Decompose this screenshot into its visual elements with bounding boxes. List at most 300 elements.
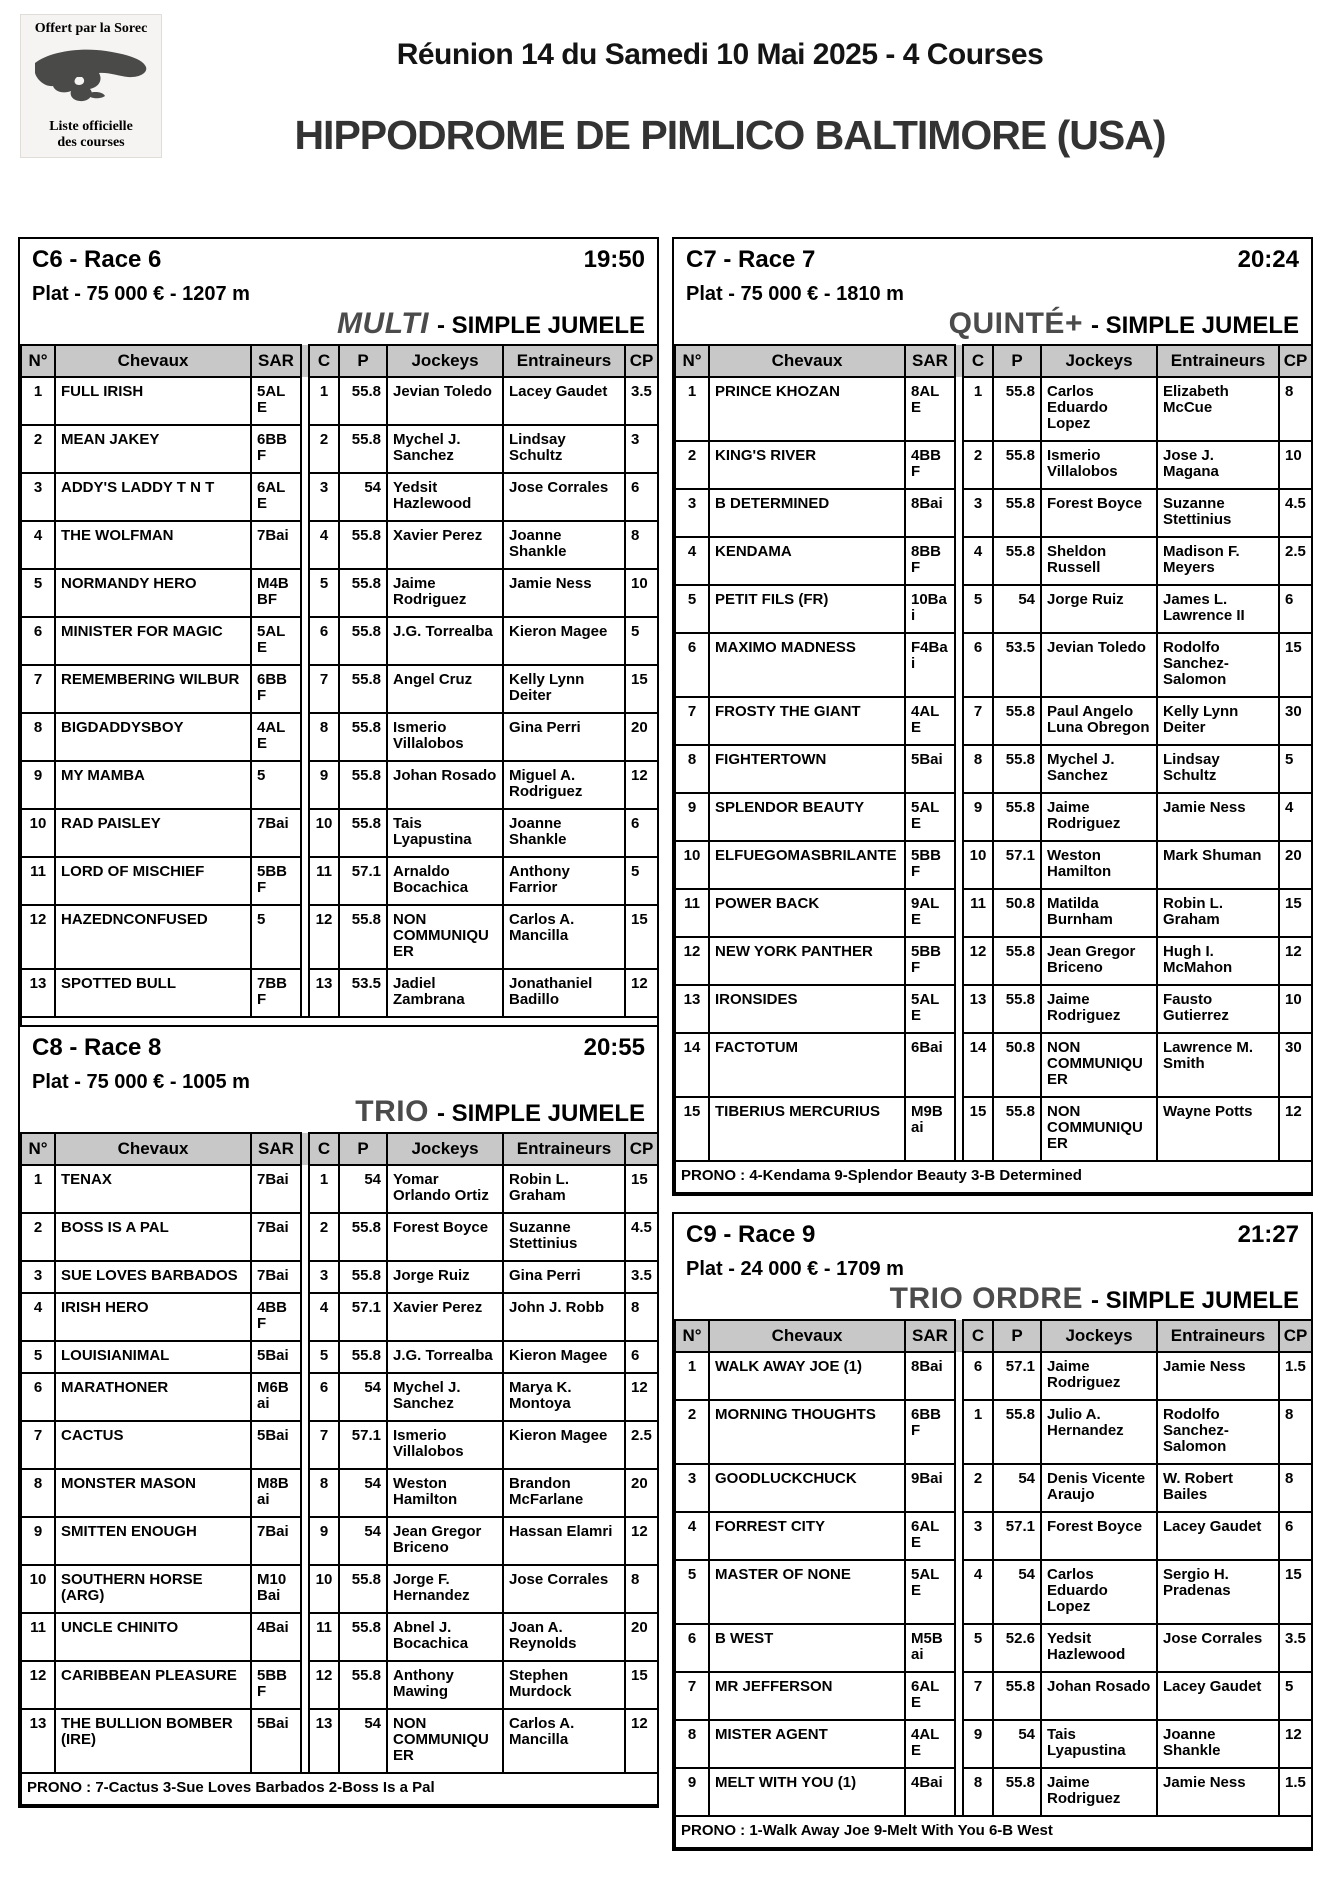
- runners-table: [20, 344, 659, 1050]
- column-header-c: C: [963, 345, 993, 377]
- horse-cell: SPLENDOR BEAUTY: [709, 793, 905, 841]
- trainer-cell: Lindsay Schultz: [503, 425, 625, 473]
- num-cell: 9: [675, 1768, 709, 1816]
- sar-cell: 4Bai: [251, 1613, 301, 1661]
- p-cell: 53.5: [993, 633, 1041, 697]
- table-gap: [301, 1565, 309, 1613]
- horse-cell: PETIT FILS (FR): [709, 585, 905, 633]
- horse-cell: FIGHTERTOWN: [709, 745, 905, 793]
- p-cell: 55.8: [993, 1768, 1041, 1816]
- sar-cell: 4ALE: [905, 1720, 955, 1768]
- horse-cell: SPOTTED BULL: [55, 969, 251, 1017]
- cp-cell: 4.5: [625, 1213, 658, 1261]
- table-gap: [955, 985, 963, 1033]
- cp-cell: 20: [625, 1613, 658, 1661]
- table-gap: [301, 1133, 309, 1165]
- sar-cell: 4ALE: [251, 713, 301, 761]
- race-header: [20, 1027, 657, 1132]
- num-cell: 6: [21, 617, 55, 665]
- jockey-cell: Jevian Toledo: [387, 377, 503, 425]
- trainer-cell: Wayne Potts: [1157, 1097, 1279, 1161]
- table-gap: [955, 1512, 963, 1560]
- c-cell: 6: [309, 1373, 339, 1421]
- num-cell: 10: [21, 1565, 55, 1613]
- column-header-jockey: Jockeys: [1041, 345, 1157, 377]
- runner-row: [675, 793, 1312, 841]
- runner-row: [21, 473, 658, 521]
- num-cell: 3: [21, 1261, 55, 1293]
- column-header-p: P: [339, 345, 387, 377]
- sar-cell: 8Bai: [905, 1352, 955, 1400]
- c-cell: 1: [963, 1400, 993, 1464]
- table-gap: [301, 1293, 309, 1341]
- column-header-jockey: Jockeys: [387, 1133, 503, 1165]
- runner-row: [21, 569, 658, 617]
- num-cell: 7: [21, 665, 55, 713]
- jockey-cell: Carlos Eduardo Lopez: [1041, 377, 1157, 441]
- p-cell: 54: [339, 1373, 387, 1421]
- meeting-title: Réunion 14 du Samedi 10 Mai 2025 - 4 Courses: [396, 38, 1044, 71]
- runner-row: [21, 1213, 658, 1261]
- trainer-cell: Carlos A. Mancilla: [503, 905, 625, 969]
- sar-cell: 5: [251, 761, 301, 809]
- num-cell: 5: [21, 1341, 55, 1373]
- column-header-cp: CP: [625, 345, 658, 377]
- table-gap: [955, 585, 963, 633]
- trainer-cell: Lacey Gaudet: [503, 377, 625, 425]
- p-cell: 57.1: [993, 1512, 1041, 1560]
- cp-cell: 8: [1279, 1400, 1312, 1464]
- jockey-cell: Jaime Rodriguez: [1041, 985, 1157, 1033]
- jockey-cell: Xavier Perez: [387, 1293, 503, 1341]
- num-cell: 6: [675, 633, 709, 697]
- c-cell: 2: [309, 1213, 339, 1261]
- table-gap: [301, 1165, 309, 1213]
- horse-cell: BIGDADDYSBOY: [55, 713, 251, 761]
- jockey-cell: Tais Lyapustina: [387, 809, 503, 857]
- num-cell: 13: [21, 1709, 55, 1773]
- horse-cell: WALK AWAY JOE (1): [709, 1352, 905, 1400]
- horse-cell: MORNING THOUGHTS: [709, 1400, 905, 1464]
- p-cell: 55.8: [339, 1341, 387, 1373]
- race-time: 20:24: [1237, 246, 1299, 273]
- num-cell: 13: [675, 985, 709, 1033]
- jockey-cell: Jorge Ruiz: [1041, 585, 1157, 633]
- jockey-cell: Jevian Toledo: [1041, 633, 1157, 697]
- sar-cell: 5Bai: [251, 1341, 301, 1373]
- num-cell: 4: [675, 1512, 709, 1560]
- num-cell: 1: [21, 1165, 55, 1213]
- c-cell: 2: [309, 425, 339, 473]
- trainer-cell: Gina Perri: [503, 1261, 625, 1293]
- c-cell: 4: [309, 1293, 339, 1341]
- column-header-trainer: Entraineurs: [1157, 345, 1279, 377]
- sar-cell: 5ALE: [905, 985, 955, 1033]
- sar-cell: M5Bai: [905, 1624, 955, 1672]
- jockey-cell: Jaime Rodriguez: [387, 569, 503, 617]
- p-cell: 54: [993, 585, 1041, 633]
- c-cell: 2: [963, 441, 993, 489]
- column-header-horse: Chevaux: [709, 345, 905, 377]
- table-gap: [301, 473, 309, 521]
- c-cell: 5: [309, 1341, 339, 1373]
- runner-row: [21, 969, 658, 1017]
- trainer-cell: Jonathaniel Badillo: [503, 969, 625, 1017]
- runner-row: [675, 537, 1312, 585]
- cp-cell: 12: [625, 1517, 658, 1565]
- cp-cell: 3: [625, 425, 658, 473]
- sar-cell: 4BBF: [251, 1293, 301, 1341]
- trainer-cell: Kelly Lynn Deiter: [1157, 697, 1279, 745]
- sar-cell: 7Bai: [251, 1517, 301, 1565]
- runner-row: [21, 617, 658, 665]
- trainer-cell: Suzanne Stettinius: [1157, 489, 1279, 537]
- p-cell: 52.6: [993, 1624, 1041, 1672]
- sar-cell: 5BBF: [251, 1661, 301, 1709]
- cp-cell: 15: [1279, 889, 1312, 937]
- runner-row: [675, 1672, 1312, 1720]
- cp-cell: 1.5: [1279, 1768, 1312, 1816]
- jockey-cell: J.G. Torrealba: [387, 1341, 503, 1373]
- runners-table: [20, 1132, 659, 1806]
- race-section-c6: [18, 237, 659, 1052]
- runner-row: [21, 1613, 658, 1661]
- column-header-trainer: Entraineurs: [1157, 1320, 1279, 1352]
- trainer-cell: Gina Perri: [503, 713, 625, 761]
- cp-cell: 12: [625, 969, 658, 1017]
- jockey-cell: Denis Vicente Araujo: [1041, 1464, 1157, 1512]
- num-cell: 11: [21, 857, 55, 905]
- trainer-cell: Joanne Shankle: [1157, 1720, 1279, 1768]
- runner-row: [21, 1341, 658, 1373]
- c-cell: 3: [963, 1512, 993, 1560]
- race-conditions: Plat - 24 000 € - 1709 m: [686, 1258, 904, 1280]
- p-cell: 55.8: [339, 761, 387, 809]
- num-cell: 2: [21, 425, 55, 473]
- trainer-cell: Kelly Lynn Deiter: [503, 665, 625, 713]
- race-header: [674, 1214, 1311, 1319]
- column-header-horse: Chevaux: [55, 345, 251, 377]
- column-header-trainer: Entraineurs: [503, 345, 625, 377]
- race-time: 21:27: [1237, 1221, 1299, 1248]
- p-cell: 55.8: [339, 713, 387, 761]
- runner-row: [675, 585, 1312, 633]
- bet-type-line: [32, 1095, 645, 1129]
- sar-cell: 7Bai: [251, 521, 301, 569]
- p-cell: 55.8: [993, 377, 1041, 441]
- c-cell: 5: [309, 569, 339, 617]
- horse-cell: THE WOLFMAN: [55, 521, 251, 569]
- p-cell: 54: [339, 1165, 387, 1213]
- num-cell: 3: [675, 1464, 709, 1512]
- runner-row: [21, 425, 658, 473]
- num-cell: 8: [675, 1720, 709, 1768]
- table-gap: [301, 617, 309, 665]
- cp-cell: 8: [625, 1293, 658, 1341]
- c-cell: 9: [309, 1517, 339, 1565]
- sar-cell: 9ALE: [905, 889, 955, 937]
- jockey-cell: Abnel J. Bocachica: [387, 1613, 503, 1661]
- horse-cell: B DETERMINED: [709, 489, 905, 537]
- jockey-cell: Anthony Mawing: [387, 1661, 503, 1709]
- cp-cell: 6: [625, 473, 658, 521]
- sar-cell: 4ALE: [905, 697, 955, 745]
- table-gap: [301, 665, 309, 713]
- bet-type-name: TRIO: [355, 1095, 429, 1128]
- sar-cell: M9Bai: [905, 1097, 955, 1161]
- num-cell: 6: [675, 1624, 709, 1672]
- table-gap: [955, 1720, 963, 1768]
- logo-bottom-line2: des courses: [57, 135, 125, 150]
- jockey-cell: Mychel J. Sanchez: [387, 1373, 503, 1421]
- bet-type-suffix: - SIMPLE JUMELE: [436, 1100, 645, 1127]
- race-conditions: Plat - 75 000 € - 1207 m: [32, 283, 250, 305]
- trainer-cell: Jose Corrales: [503, 473, 625, 521]
- bet-type-suffix: - SIMPLE JUMELE: [436, 312, 645, 339]
- cp-cell: 2.5: [625, 1421, 658, 1469]
- runner-row: [675, 1768, 1312, 1816]
- runner-row: [675, 1720, 1312, 1768]
- jockey-cell: Carlos Eduardo Lopez: [1041, 1560, 1157, 1624]
- num-cell: 9: [21, 1517, 55, 1565]
- jockey-cell: Weston Hamilton: [1041, 841, 1157, 889]
- trainer-cell: Elizabeth McCue: [1157, 377, 1279, 441]
- trainer-cell: Jose Corrales: [1157, 1624, 1279, 1672]
- horse-cell: CARIBBEAN PLEASURE: [55, 1661, 251, 1709]
- trainer-cell: Jose Corrales: [503, 1565, 625, 1613]
- num-cell: 8: [21, 1469, 55, 1517]
- table-gap: [955, 1464, 963, 1512]
- num-cell: 1: [675, 377, 709, 441]
- table-gap: [301, 809, 309, 857]
- sar-cell: 5ALE: [905, 793, 955, 841]
- trainer-cell: Robin L. Graham: [503, 1165, 625, 1213]
- column-header-p: P: [993, 345, 1041, 377]
- p-cell: 50.8: [993, 889, 1041, 937]
- cp-cell: 20: [625, 1469, 658, 1517]
- cp-cell: 3.5: [625, 377, 658, 425]
- cp-cell: 30: [1279, 1033, 1312, 1097]
- logo-bottom-text: [49, 119, 133, 151]
- bet-type-line: [32, 307, 645, 341]
- trainer-cell: James L. Lawrence II: [1157, 585, 1279, 633]
- sar-cell: 6BBF: [251, 665, 301, 713]
- trainer-cell: Madison F. Meyers: [1157, 537, 1279, 585]
- p-cell: 55.8: [993, 697, 1041, 745]
- p-cell: 55.8: [993, 1672, 1041, 1720]
- table-gap: [301, 969, 309, 1017]
- jockey-cell: Jaime Rodriguez: [1041, 1352, 1157, 1400]
- runner-row: [21, 713, 658, 761]
- cp-cell: 10: [1279, 985, 1312, 1033]
- c-cell: 12: [309, 905, 339, 969]
- bet-type-line: [686, 1282, 1299, 1316]
- bet-type-suffix: - SIMPLE JUMELE: [1090, 312, 1299, 339]
- horse-cell: BOSS IS A PAL: [55, 1213, 251, 1261]
- race-title: C8 - Race 8: [32, 1034, 162, 1061]
- sar-cell: 9Bai: [905, 1464, 955, 1512]
- horse-cell: GOODLUCKCHUCK: [709, 1464, 905, 1512]
- table-gap: [955, 1320, 963, 1352]
- jockey-cell: Weston Hamilton: [387, 1469, 503, 1517]
- runner-row: [675, 1400, 1312, 1464]
- horse-cell: POWER BACK: [709, 889, 905, 937]
- num-cell: 11: [675, 889, 709, 937]
- num-cell: 12: [21, 905, 55, 969]
- num-cell: 8: [21, 713, 55, 761]
- trainer-cell: Lacey Gaudet: [1157, 1512, 1279, 1560]
- horse-cell: MINISTER FOR MAGIC: [55, 617, 251, 665]
- cp-cell: 20: [625, 713, 658, 761]
- cp-cell: 2.5: [1279, 537, 1312, 585]
- sar-cell: 6ALE: [905, 1672, 955, 1720]
- horse-cell: B WEST: [709, 1624, 905, 1672]
- race-title: C9 - Race 9: [686, 1221, 816, 1248]
- p-cell: 55.8: [993, 441, 1041, 489]
- column-header-sar: SAR: [251, 345, 301, 377]
- num-cell: 4: [21, 521, 55, 569]
- cp-cell: 4: [1279, 793, 1312, 841]
- sar-cell: 5: [251, 905, 301, 969]
- column-header-num: N°: [21, 1133, 55, 1165]
- horse-cell: UNCLE CHINITO: [55, 1613, 251, 1661]
- column-header-c: C: [309, 345, 339, 377]
- c-cell: 4: [963, 1560, 993, 1624]
- c-cell: 2: [963, 1464, 993, 1512]
- runner-row: [21, 1293, 658, 1341]
- column-header-num: N°: [21, 345, 55, 377]
- p-cell: 55.8: [339, 905, 387, 969]
- table-gap: [955, 745, 963, 793]
- p-cell: 55.8: [993, 1097, 1041, 1161]
- trainer-cell: Robin L. Graham: [1157, 889, 1279, 937]
- c-cell: 13: [309, 1709, 339, 1773]
- jockey-cell: Xavier Perez: [387, 521, 503, 569]
- horse-cell: ELFUEGOMASBRILANTE: [709, 841, 905, 889]
- cp-cell: 15: [625, 905, 658, 969]
- trainer-cell: Kieron Magee: [503, 617, 625, 665]
- table-gap: [955, 1672, 963, 1720]
- trainer-cell: Joanne Shankle: [503, 809, 625, 857]
- sar-cell: 4Bai: [905, 1768, 955, 1816]
- num-cell: 7: [675, 1672, 709, 1720]
- cp-cell: 8: [625, 521, 658, 569]
- bet-type-name: TRIO ORDRE: [889, 1282, 1083, 1315]
- p-cell: 55.8: [993, 985, 1041, 1033]
- runner-row: [675, 1512, 1312, 1560]
- num-cell: 8: [675, 745, 709, 793]
- c-cell: 14: [963, 1033, 993, 1097]
- column-header-cp: CP: [625, 1133, 658, 1165]
- c-cell: 5: [963, 1624, 993, 1672]
- c-cell: 13: [309, 969, 339, 1017]
- trainer-cell: Miguel A. Rodriguez: [503, 761, 625, 809]
- cp-cell: 20: [1279, 841, 1312, 889]
- horse-cell: THE BULLION BOMBER (IRE): [55, 1709, 251, 1773]
- c-cell: 12: [309, 1661, 339, 1709]
- trainer-cell: Jamie Ness: [1157, 1352, 1279, 1400]
- c-cell: 11: [309, 1613, 339, 1661]
- runner-row: [675, 745, 1312, 793]
- cp-cell: 5: [1279, 1672, 1312, 1720]
- runner-row: [21, 521, 658, 569]
- runner-row: [21, 1261, 658, 1293]
- jockey-cell: Ismerio Villalobos: [387, 713, 503, 761]
- p-cell: 55.8: [339, 521, 387, 569]
- race-time: 20:55: [583, 1034, 645, 1061]
- horse-cell: LOUISIANIMAL: [55, 1341, 251, 1373]
- jockey-cell: Forest Boyce: [1041, 1512, 1157, 1560]
- c-cell: 8: [963, 1768, 993, 1816]
- cp-cell: 12: [625, 761, 658, 809]
- num-cell: 13: [21, 969, 55, 1017]
- sar-cell: 6BBF: [905, 1400, 955, 1464]
- sar-cell: 7Bai: [251, 809, 301, 857]
- table-gap: [301, 569, 309, 617]
- c-cell: 8: [963, 745, 993, 793]
- c-cell: 7: [309, 1421, 339, 1469]
- prono-text: PRONO : 7-Cactus 3-Sue Loves Barbados 2-Boss Is a Pal: [21, 1773, 658, 1805]
- c-cell: 9: [309, 761, 339, 809]
- runner-row: [675, 937, 1312, 985]
- jockey-cell: Forest Boyce: [387, 1213, 503, 1261]
- column-header-p: P: [339, 1133, 387, 1165]
- race-conditions: Plat - 75 000 € - 1005 m: [32, 1071, 250, 1093]
- runner-row: [21, 377, 658, 425]
- p-cell: 57.1: [339, 857, 387, 905]
- horse-cell: ADDY'S LADDY T N T: [55, 473, 251, 521]
- cp-cell: 10: [1279, 441, 1312, 489]
- p-cell: 55.8: [993, 745, 1041, 793]
- horse-logo-icon: [31, 47, 151, 109]
- table-gap: [301, 713, 309, 761]
- num-cell: 10: [675, 841, 709, 889]
- runner-row: [21, 809, 658, 857]
- c-cell: 1: [309, 377, 339, 425]
- trainer-cell: Brandon McFarlane: [503, 1469, 625, 1517]
- trainer-cell: Rodolfo Sanchez-Salomon: [1157, 633, 1279, 697]
- prono-text: PRONO : 4-Kendama 9-Splendor Beauty 3-B Determined: [675, 1161, 1312, 1193]
- bet-type-name: QUINTÉ+: [948, 307, 1083, 340]
- p-cell: 54: [339, 473, 387, 521]
- num-cell: 4: [675, 537, 709, 585]
- sar-cell: 8BBF: [905, 537, 955, 585]
- table-gap: [955, 633, 963, 697]
- runner-row: [21, 761, 658, 809]
- p-cell: 57.1: [339, 1421, 387, 1469]
- race-header: [20, 239, 657, 344]
- horse-cell: MONSTER MASON: [55, 1469, 251, 1517]
- jockey-cell: Jorge F. Hernandez: [387, 1565, 503, 1613]
- p-cell: 55.8: [339, 617, 387, 665]
- p-cell: 55.8: [993, 793, 1041, 841]
- p-cell: 57.1: [339, 1293, 387, 1341]
- c-cell: 6: [309, 617, 339, 665]
- p-cell: 55.8: [339, 425, 387, 473]
- runner-row: [675, 1624, 1312, 1672]
- trainer-cell: Fausto Gutierrez: [1157, 985, 1279, 1033]
- runner-row: [675, 633, 1312, 697]
- runner-row: [21, 1661, 658, 1709]
- trainer-cell: Jamie Ness: [1157, 793, 1279, 841]
- p-cell: 55.8: [993, 937, 1041, 985]
- table-gap: [301, 425, 309, 473]
- c-cell: 7: [309, 665, 339, 713]
- p-cell: 55.8: [339, 809, 387, 857]
- table-gap: [301, 1709, 309, 1773]
- jockey-cell: Yedsit Hazlewood: [387, 473, 503, 521]
- c-cell: 7: [963, 1672, 993, 1720]
